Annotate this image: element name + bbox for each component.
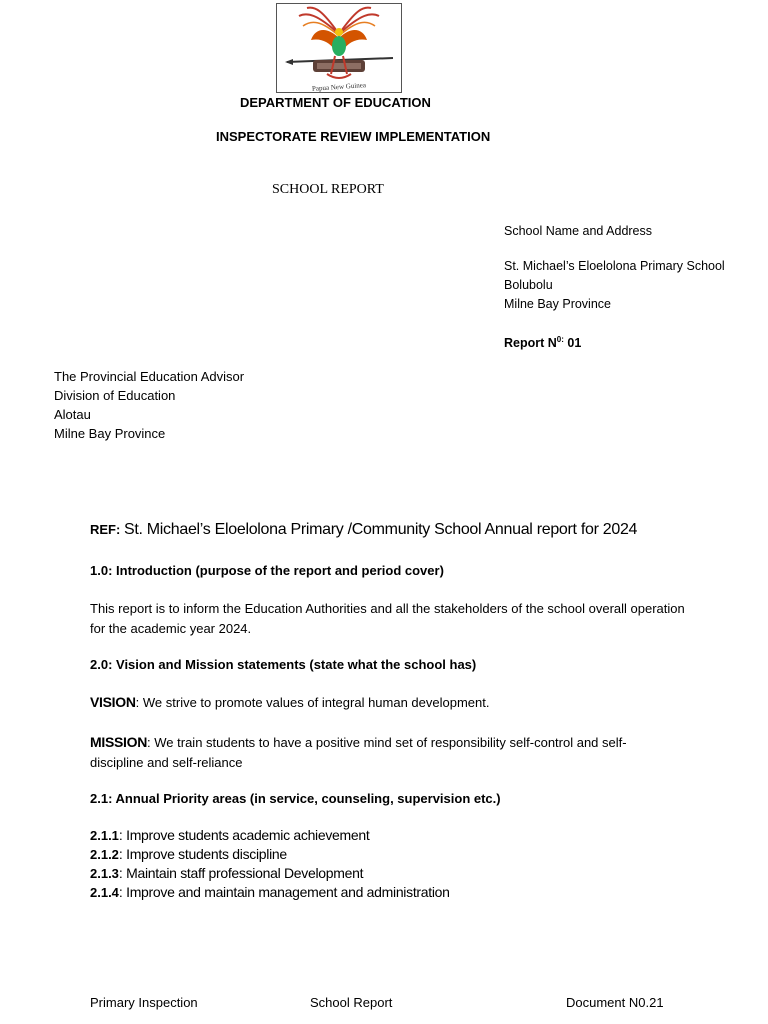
recipient-line-4: Milne Bay Province (54, 426, 166, 441)
recipient-block (54, 367, 244, 443)
priority-list (90, 826, 450, 902)
program-title: INSPECTORATE REVIEW IMPLEMENTATION (216, 129, 491, 144)
recipient-line-3: Alotau (54, 407, 91, 422)
section-2-1-heading: 2.1: Annual Priority areas (in service, counseling, supervision etc.) (90, 791, 501, 806)
mission-text: : We train students to have a positive mind set of responsibility self-control and self-discipline and self-reliance (90, 735, 627, 770)
bird-of-paradise-icon (277, 4, 401, 92)
ref-line (90, 521, 637, 539)
school-address-block (504, 222, 725, 353)
mission-label: MISSION (90, 734, 148, 750)
footer-right: Document N0.21 (566, 995, 664, 1010)
vision-label: VISION (90, 694, 136, 710)
vision-statement (90, 694, 490, 710)
png-national-emblem (276, 3, 402, 93)
ref-text: St. Michael’s Eloelolona Primary /Community School Annual report for 2024 (123, 521, 638, 538)
priority-item: 2.1.3: Maintain staff professional Development (90, 865, 364, 881)
school-province: Milne Bay Province (504, 297, 611, 311)
school-village: Bolubolu (504, 278, 553, 292)
mission-statement (90, 732, 680, 773)
priority-item: 2.1.4: Improve and maintain management and administration (90, 884, 450, 900)
footer-center: School Report (310, 995, 393, 1010)
school-name: St. Michael’s Eloelolona Primary School (504, 259, 725, 273)
priority-item: 2.1.2: Improve students discipline (90, 846, 287, 862)
report-type-title: SCHOOL REPORT (272, 182, 384, 197)
priority-item: 2.1.1: Improve students academic achievement (90, 827, 370, 843)
department-title: DEPARTMENT OF EDUCATION (240, 95, 431, 110)
footer-left: Primary Inspection (90, 995, 198, 1010)
section-2-heading: 2.0: Vision and Mission statements (state what the school has) (90, 657, 477, 672)
section-1-body: This report is to inform the Education Authorities and all the stakeholders of the school overall operation for the academic year 2024. (90, 601, 685, 636)
report-number (504, 330, 725, 353)
recipient-line-1: The Provincial Education Advisor (54, 369, 245, 384)
report-number-value: 01 (567, 336, 582, 351)
school-address-label: School Name and Address (504, 224, 653, 238)
emblem-caption: Papua New Guinea (311, 81, 367, 93)
recipient-line-2: Division of Education (54, 388, 176, 403)
report-number-sup: 0: (556, 335, 564, 344)
section-1-heading: 1.0: Introduction (purpose of the report and period cover) (90, 563, 444, 578)
report-number-label: Report N (504, 336, 557, 351)
ref-label: REF: (90, 522, 121, 537)
vision-text: : We strive to promote values of integral human development. (135, 695, 490, 710)
